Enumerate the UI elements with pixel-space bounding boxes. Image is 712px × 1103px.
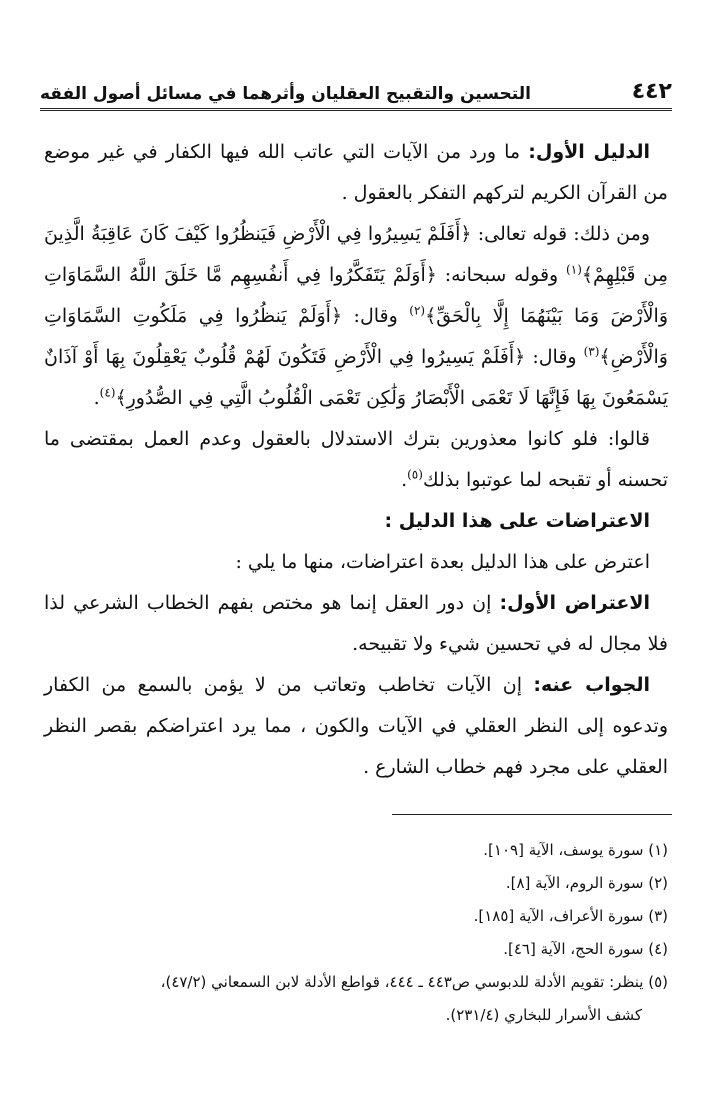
they-said-text: قالوا: فلو كانوا معذورين بترك الاستدلال بالعقول وعدم العمل بمقتضى ما تحسنه أو تقبحه لما عوتبوا بذلك xyxy=(44,428,668,491)
page-number: ٤٤٢ xyxy=(631,79,672,104)
footnote-5-continuation: كشف الأسرار للبخاري (٢٣١/٤). xyxy=(445,1006,642,1024)
quran-verse-4: ﴿أَفَلَمْ يَسِيرُوا فِي الْأَرْضِ فَتَكُونَ لَهُمْ قُلُوبٌ يَعْقِلُونَ بِهَا أَوْ آذَانٌ يَسْمَعُونَ بِهَا فَإِنَّهَا لَا تَعْمَى الْأَبْصَارُ وَلَٰكِن تَعْمَى الْقُلُوبُ الَّتِي فِي الصُّدُورِ﴾ xyxy=(44,346,668,409)
quran-verse-3: ﴿أَوَلَمْ يَنظُرُوا فِي مَلَكُوتِ السَّمَاوَاتِ وَالْأَرْضِ﴾ xyxy=(44,305,668,368)
footnotes xyxy=(44,834,668,1032)
answer-text: إن الآيات تخاطب وتعاتب من لا يؤمن بالسمع من الكفار وتدعوه إلى النظر العقلي في الآيات والكون ، مما يرد اعتراضكم بقصر النظر العقلي على مجرد فهم خطاب الشارع . xyxy=(44,674,668,778)
footnote-ref-4[interactable]: (٤) xyxy=(99,385,116,400)
quran-verse-2: ﴿أَوَلَمْ يَتَفَكَّرُوا فِي أَنفُسِهِم مَّا خَلَقَ اللَّهُ السَّمَاوَاتِ وَالْأَرْضَ وَمَا بَيْنَهُمَا إِلَّا بِالْحَقِّ﴾ xyxy=(44,264,668,327)
footnote-4: (٤) سورة الحج، الآية [٤٦]. xyxy=(503,940,668,958)
footnote-2: (٢) سورة الروم، الآية [٨]. xyxy=(505,874,668,892)
verses-intro: ومن ذلك: قوله تعالى: xyxy=(471,223,650,245)
verses-end: . xyxy=(93,387,100,409)
first-objection-label: الاعتراض الأول: xyxy=(499,592,650,614)
footnote-ref-2[interactable]: (٢) xyxy=(409,303,426,318)
paragraph-first-evidence xyxy=(44,132,668,214)
first-objection-text: إن دور العقل إنما هو مختص بفهم الخطاب الشرعي لذا فلا مجال له في تحسين شيء ولا تقبيحه. xyxy=(44,592,668,655)
running-title: التحسين والتقبيح العقليان وأثرهما في مسائل أصول الفقه xyxy=(40,84,531,104)
verses-connector-2: وقال: xyxy=(342,305,410,327)
paragraph-first-objection xyxy=(44,583,668,665)
footnote-5: (٥) ينظر: تقويم الأدلة للدبوسي ص٤٤٣ ـ ٤٤٤، قواطع الأدلة لابن السمعاني (٤٧/٢)، xyxy=(160,973,668,991)
objections-intro: اعترض على هذا الدليل بعدة اعتراضات، منها ما يلي : xyxy=(235,551,650,573)
footnote-ref-5[interactable]: (٥) xyxy=(407,467,423,482)
first-evidence-label: الدليل الأول: xyxy=(528,141,650,163)
main-text xyxy=(44,132,668,788)
footnote-1: (١) سورة يوسف، الآية [١٠٩]. xyxy=(483,841,668,859)
footnote-3: (٣) سورة الأعراف، الآية [١٨٥]. xyxy=(473,907,668,925)
footnote-ref-1[interactable]: (١) xyxy=(566,262,582,277)
footnote-ref-3[interactable]: (٣) xyxy=(583,344,600,359)
paragraph-they-said xyxy=(44,419,668,501)
footnote-divider xyxy=(392,814,672,815)
they-said-end: . xyxy=(401,469,408,491)
objections-heading: الاعتراضات على هذا الدليل : xyxy=(384,510,650,532)
paragraph-verses xyxy=(44,214,668,419)
running-header xyxy=(40,70,672,111)
quran-verse-1: ﴿أَفَلَمْ يَسِيرُوا فِي الْأَرْضِ فَيَنظُرُوا كَيْفَ كَانَ عَاقِبَةُ الَّذِينَ مِن قَبْلِهِمْ﴾ xyxy=(44,223,668,286)
answer-label: الجواب عنه: xyxy=(533,674,650,696)
first-evidence-text: ما ورد من الآيات التي عاتب الله فيها الكفار في غير موضع من القرآن الكريم لتركهم التفكر بالعقول . xyxy=(44,141,668,204)
paragraph-answer xyxy=(44,665,668,788)
verses-connector-3: وقال: xyxy=(525,346,584,368)
verses-connector-1: وقوله سبحانه: xyxy=(436,264,567,286)
